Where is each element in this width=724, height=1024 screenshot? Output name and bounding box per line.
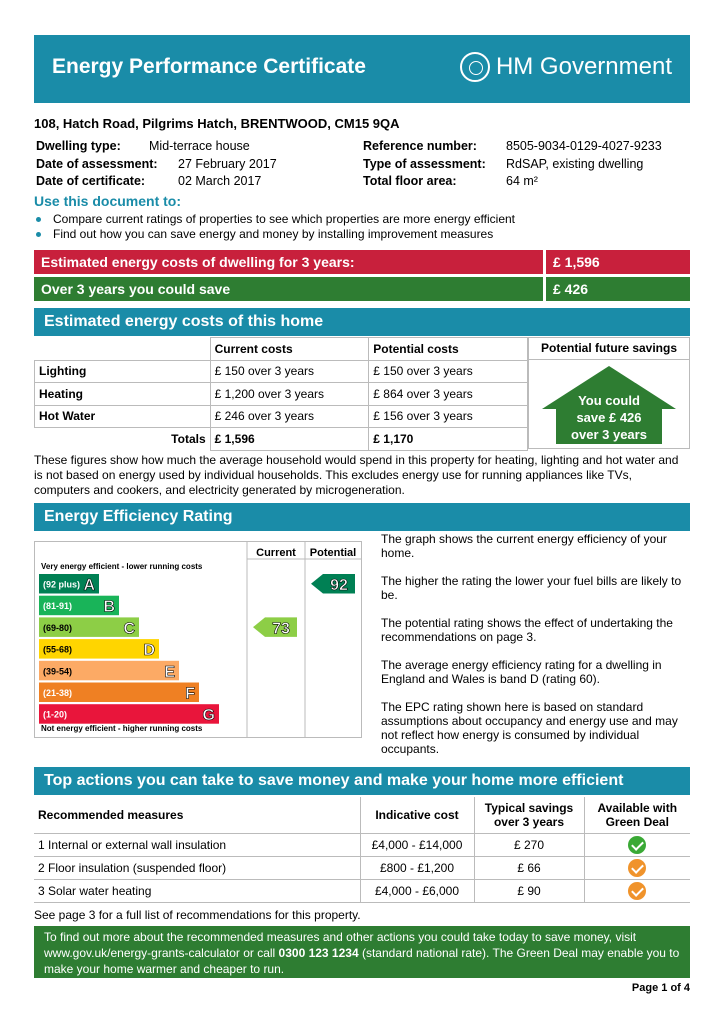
green-deal-tick-icon	[628, 859, 646, 877]
cost-label: Hot Water	[35, 405, 211, 428]
detail-value: 64 m²	[506, 174, 538, 188]
table-row	[34, 856, 690, 879]
cost-label: Lighting	[35, 360, 211, 383]
measure-cost: £4,000 - £6,000	[360, 879, 474, 902]
col-current-label: Current	[256, 547, 296, 559]
band-range: (55-68)	[43, 644, 73, 655]
brand-name: HM Government	[495, 53, 672, 80]
bullet-icon	[36, 217, 41, 222]
band-range: (92 plus)	[43, 579, 81, 590]
measure-name: 3 Solar water heating	[34, 879, 360, 902]
table-row	[35, 383, 528, 406]
measure-cost: £800 - £1,200	[360, 856, 474, 879]
band-letter: G	[202, 707, 215, 725]
savings-house-text	[548, 392, 670, 443]
costs-header-blank	[35, 338, 211, 361]
green-deal-tick-icon	[628, 882, 646, 900]
list-item: Compare current ratings of properties to see which properties are more energy efficient	[53, 212, 516, 226]
details-left	[36, 138, 277, 191]
list-item: Find out how you can save energy and money by installing improvement measures	[53, 227, 494, 241]
estimated-cost-label: Estimated energy costs of dwelling for 3 years:	[41, 254, 355, 270]
band-range: (39-54)	[43, 666, 73, 677]
totals-label: Totals	[35, 428, 211, 451]
detail-value: 27 February 2017	[178, 156, 277, 171]
costs-note: These figures show how much the average household would spend in this property for heating, lighting and hot water and is not based on energy used by individual households. This excludes energy use for running appliances like TVs, computers and cookers, and electricity generated by microgeneration.	[34, 453, 679, 497]
footer-info	[34, 926, 690, 978]
detail-label: Date of assessment:	[36, 156, 158, 171]
cost-current: £ 1,200 over 3 years	[210, 383, 369, 406]
costs-header-potential: Potential costs	[369, 338, 528, 361]
savings-line: You could	[578, 393, 640, 408]
actions-table	[34, 797, 690, 903]
cost-label: Heating	[35, 383, 211, 406]
footer-text: To find out more about the recommended measures and other actions you could take today to save money, visit www.gov.uk/energy-grants-calculator or call	[44, 930, 637, 960]
details-right	[363, 138, 662, 191]
page-title: Energy Performance Certificate	[52, 55, 366, 78]
header-banner	[34, 35, 690, 103]
footer-text: (standard national rate). The Green Deal may enable you to make your home warmer and cheaper to run.	[44, 946, 680, 976]
measure-name: 1 Internal or external wall insulation	[34, 833, 360, 856]
costs-section-title: Estimated energy costs of this home	[34, 308, 690, 336]
cost-current: £ 246 over 3 years	[210, 405, 369, 428]
rating-paragraph: The EPC rating shown here is based on standard assumptions about occupancy and energy use and may not reflect how energy is consumed by individual occupants.	[381, 700, 678, 756]
detail-value: 02 March 2017	[178, 174, 262, 188]
actions-header-cost: Indicative cost	[360, 797, 474, 833]
detail-label: Reference number:	[363, 139, 477, 153]
rating-chart-svg	[35, 542, 361, 737]
estimated-cost-value: £ 1,596	[543, 250, 690, 274]
cost-potential: £ 864 over 3 years	[369, 383, 528, 406]
actions-section-title: Top actions you can take to save money and make your home more efficient	[34, 767, 690, 795]
band-letter: E	[164, 663, 175, 681]
use-document-list	[36, 212, 515, 242]
rating-explanation	[381, 532, 691, 770]
band-letter: B	[103, 598, 115, 616]
table-row	[34, 833, 690, 856]
cost-potential: £ 150 over 3 years	[369, 360, 528, 383]
detail-label: Total floor area:	[363, 174, 457, 188]
rating-paragraph: The potential rating shows the effect of undertaking the recommendations on page 3.	[381, 616, 673, 644]
totals-potential: £ 1,170	[369, 428, 528, 451]
rating-bands	[39, 574, 219, 724]
actions-header-greendeal: Available with Green Deal	[584, 797, 690, 833]
footer-phone: 0300 123 1234	[278, 946, 359, 960]
band-letter: C	[123, 620, 135, 638]
savings-line: over 3 years	[571, 427, 647, 442]
royal-crest-icon	[460, 52, 490, 82]
savings-value: £ 426	[543, 277, 690, 301]
rating-paragraph: The graph shows the current energy efficiency of your home.	[381, 532, 667, 560]
hm-government-logo	[460, 52, 672, 82]
savings-label: Over 3 years you could save	[41, 281, 231, 297]
detail-value: Mid-terrace house	[149, 139, 250, 153]
rating-arrows	[253, 574, 355, 637]
see-page-note: See page 3 for a full list of recommendations for this property.	[34, 908, 361, 922]
estimated-cost-bar	[34, 250, 690, 274]
band-letter: A	[83, 577, 95, 594]
rating-chart	[34, 541, 362, 738]
band-range: (69-80)	[43, 622, 73, 633]
green-deal-tick-icon	[628, 836, 646, 854]
detail-label: Dwelling type:	[36, 139, 121, 153]
detail-label: Type of assessment:	[363, 156, 486, 171]
bottom-label: Not energy efficient - higher running costs	[41, 724, 203, 733]
cost-potential: £ 156 over 3 years	[369, 405, 528, 428]
band-range: (21-38)	[43, 688, 73, 698]
current-rating-value: 73	[272, 620, 290, 638]
savings-line: save £ 426	[576, 410, 642, 425]
measure-saving: £ 66	[474, 856, 584, 879]
property-address: 108, Hatch Road, Pilgrims Hatch, BRENTWOOD, CM15 9QA	[34, 116, 400, 131]
costs-header-current: Current costs	[210, 338, 369, 361]
rating-section-title: Energy Efficiency Rating	[34, 503, 690, 531]
table-row	[34, 879, 690, 902]
detail-value: 8505-9034-0129-4027-9233	[506, 139, 662, 153]
actions-header-measure: Recommended measures	[34, 797, 360, 833]
savings-bar	[34, 277, 690, 301]
rating-paragraph: The higher the rating the lower your fuel bills are likely to be.	[381, 574, 682, 602]
top-label: Very energy efficient - lower running costs	[41, 562, 203, 571]
band-range: (81-91)	[43, 601, 73, 612]
detail-label: Date of certificate:	[36, 174, 146, 188]
cost-current: £ 150 over 3 years	[210, 360, 369, 383]
measure-cost: £4,000 - £14,000	[360, 833, 474, 856]
bullet-icon	[36, 232, 41, 237]
col-potential-label: Potential	[309, 547, 357, 559]
band-letter: D	[143, 642, 155, 660]
measure-name: 2 Floor insulation (suspended floor)	[34, 856, 360, 879]
costs-table	[34, 337, 528, 451]
actions-header-saving: Typical savings over 3 years	[474, 797, 584, 833]
band-range: (1-20)	[43, 709, 68, 720]
detail-value: RdSAP, existing dwelling	[506, 156, 644, 171]
band-letter: F	[185, 685, 195, 703]
table-row	[35, 360, 528, 383]
table-row	[35, 405, 528, 428]
page-number: Page 1 of 4	[631, 982, 690, 994]
use-document-title: Use this document to:	[34, 193, 182, 209]
measure-saving: £ 270	[474, 833, 584, 856]
measure-saving: £ 90	[474, 879, 584, 902]
rating-paragraph: The average energy efficiency rating for a dwelling in England and Wales is band D (rating 60).	[381, 658, 662, 686]
totals-current: £ 1,596	[210, 428, 369, 451]
future-savings-header: Potential future savings	[528, 337, 690, 360]
totals-row	[35, 428, 528, 451]
potential-rating-value: 92	[330, 577, 348, 594]
